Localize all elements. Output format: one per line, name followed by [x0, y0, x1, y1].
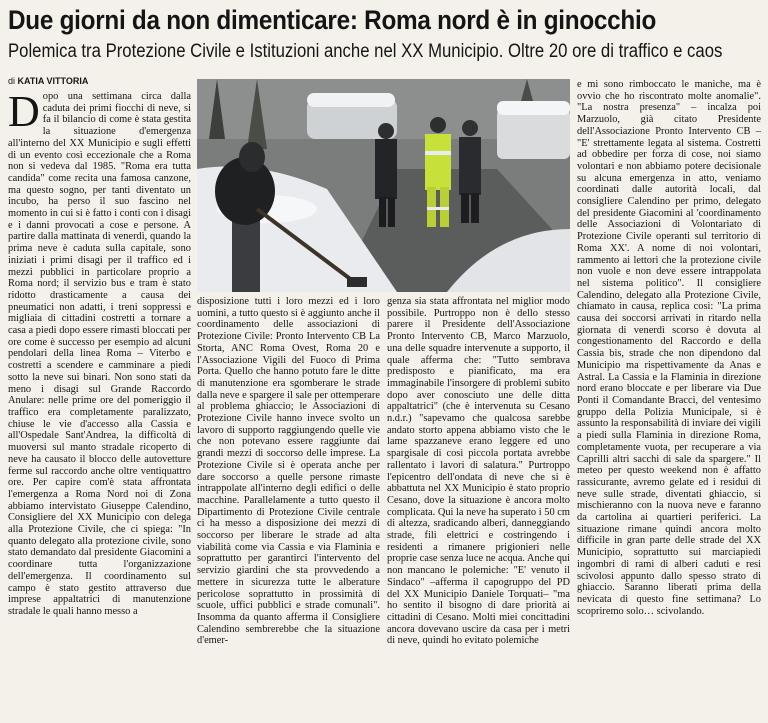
author-name: KATIA VITTORIA: [17, 76, 89, 86]
drop-cap: D: [8, 91, 40, 136]
snow-street-photo: [197, 79, 570, 292]
headline: Due giorni da non dimenticare: Roma nord è in ginocchio: [8, 5, 657, 35]
subheadline: Polemica tra Protezione Civile e Istituzioni anche nel XX Municipio. Oltre 20 ore di traffico e caos: [8, 41, 723, 62]
article-column-4: e mi sono rimboccato le maniche, ma è ovvio che ho riscontrato molte anomalie". "La nostra presenza" – incalza poi Marzuolo, già citato Presidente dell'Associazione Pronto Intervento CB – "E' strettamente legata al sistema. Costretti ad obbedire per forza di cose, noi siamo volontari e non abbiamo potere decisionale su alcuna emergenza in atto, veniamo coordinati dalle autorità locali, dal consigliere Calendino per primo, delegato del presidente Giacomini al 'coordinamento delle Associazioni di Volontariato di Protezione Civile operanti sul territorio di Roma XX'. A nome di noi volontari, rammento ai lettori che la protezione civile non vuole e non deve essere intrappolata nel sistema politico". Il consigliere Calendino, delegato alla Protezione Civile, chiamato in causa, replica così: "La prima causa dei soccorsi arrivati in ritardo nella giornata di venerdì scorso è dovuta al congestionamento del Raccordo e della Cassia bis, strade che non dipendono dal Municipio ma rispettivamente da Anas e Astral. La Cassia e la Flaminia in direzione nord erano bloccate e per liberare via Due Ponti il Comandante Bracci, del ventesimo gruppo della Polizia Municipale, si è assunto la responsabilità di inviare dei vigili a piedi sulla Flaminia in direzione Roma, completamente vuota, per recuperare a via Caprilli altri sacchi di sale da spargere." Il meteo per questo weekend non è affatto rassicurante, avremo gelate ed i residui di neve sulle strade, diventati ghiaccio, si mischieranno con la nuova neve e faranno da cartolina ai quartieri periferici. La situazione rimane quindi ancora molto difficile in gran parte delle strade del XX Municipio, soprattutto sui marciapiedi ingombri di rami di alberi caduti e resi scivolosi appunto dallo spesso strato di ghiaccio. Saranno liberati prima della nevicata di questo fine settimana? Lo scopriremo solo… scivolando.: [577, 79, 761, 617]
article-column-2: disposizione tutti i loro mezzi ed i loro uomini, a tutto questo si è aggiunto anche il coordinamento delle associazioni di Protezione Civile: Pronto Intervento CB La Storta, ANC Roma Ovest, Roma 20 e l'Associazione Vigili del Fuoco di Prima Porta. Quello che hanno potuto fare le ditte di manutenzione era sgomberare le strade dalla neve e spargere il sale per ottemperare al problema ghiaccio; le Associazioni di Protezione Civile hanno invece svolto un lavoro di supporto raggiungendo quelle vie che non potevano essere raggiunte dai grandi mezzi di soccorso delle imprese. La Protezione Civile si è operata anche per dare soccorso a quelle persone rimaste intrappolate all'interno degli edifici o delle macchine. Parallelamente a tutto questo il Dipartimento di Protezione Civile centrale ci ha messo a disposizione dei mezzi di soccorso per liberare le strade ad alta viabilità come via Cassia e via Flaminia e soprattutto per garantirci l'intervento del servizio giardini che sta provvedendo a mettere in sicurezza tutte le alberature pericolose soprattutto in prossimità di scuole, uffici pubblici e strade comunali". Insomma da quanto afferma il Consigliere Calendino sembrerebbe che la situazione d'emer-: [197, 296, 380, 647]
byline-prefix: di: [8, 76, 16, 86]
article-column-1: [8, 91, 191, 719]
byline: [8, 76, 88, 87]
article-column-3: genza sia stata affrontata nel miglior modo possibile. Purtroppo non è dello stesso parere il Presidente dell'Associazione Pronto Intervento CB, Marco Marzuolo, una delle squadre intervenute a supporto, il quale afferma che: "Tutto sembrava predisposto e pianificato, ma era immaginabile l'insorgere di problemi subito dopo aver conosciuto une delle ditta appaltatrici" (che è intervenuta su Cesano n.d.r.) "sapevamo che qualcosa sarebbe andato storto appena abbiamo visto che le lame spazzaneve erano leggere ed uno spargisale di così piccola portata avrebbe rallentato i lavori di salatura." Purtroppo l'epicentro dell'ondata di neve che si è abbattuta nel XX Municipio è stato proprio Cesano, dove la situazione è ancora molto complicata. Qui la neve ha superato i 50 cm di altezza, sradicando alberi, danneggiando strade, fili elettrici e costringendo i residenti a rimanere prigionieri nelle proprie case senza luce ne acqua. Anche qui non mancano le polemiche: "E' venuto il Sindaco" –afferma il capogruppo del PD del XX Municipio Daniele Torquati– "ma ho sentito il bisogno di dare priorità ai cittadini di Cesano. Molti miei concittadini ancora dovevano uscire da casa per i metri di neve, quindi ho evitato polemiche: [387, 296, 570, 647]
photo-illustration: [197, 79, 570, 292]
column-1-text: opo una settimana circa dalla caduta dei primi fiocchi di neve, si fa il bilancio di come è stata gestita la situazione d'emergenza all'interno del XX Municipio e sugli effetti di un evento così eccezionale che a Roma non si vedeva dal 1985. "Roma era tutta candida" come recita una famosa canzone, ma questo sogno, per tanti diventato un incubo, ha perso il suo fascino nel momento in cui si è fatto i conti con i disagi e i danni provocati a cose e persone. A partire dalla mattinata di venerdì, quando la prima neve è caduta sulla capitale, sono iniziati i primi disagi per il traffico ed i mezzi pubblici in particolare proprio a Roma nord; il servizio bus e tram è stato ridotto drasticamente a causa dei pneumatici non adatti, i treni soppressi e migliaia di cittadini costretti a tornare a casa a piedi dopo essere rimasti bloccati per ore come è successo per esempio ad alcuni pendolari della linea Roma – Viterbo e costretti a scendere e camminare a piedi sotto la neve sui binari. Non sono stati da meno i disagi sul Grande Raccordo Anulare: nelle prime ore del pomeriggio il traffico era completamente paralizzato, chiuse le vie d'accesso alla Cassia e all'Ospedale Sant'Andrea, la difficoltà di muoversi sul manto stradale ricoperto di neve ha causato il blocco delle autovetture ferme sul raccordo anche oltre ventiquattro ore. Per capire com'è stata affrontata l'emergenza a Roma Nord noi di Zona abbiamo intervistato Giuseppe Calendino, Consigliere del XX Municipio con delega alla Protezione Civile, che ci spiega: "In quanto delegato alla protezione civile, sono stato demandato dal presidente Giacomini a coordinare tutta l'organizzazione dell'emergenza. Il coordinamento sul campo è stato gestito attraverso due imprese appaltatrici di manutenzione stradale le quali hanno messo a: [8, 91, 191, 617]
